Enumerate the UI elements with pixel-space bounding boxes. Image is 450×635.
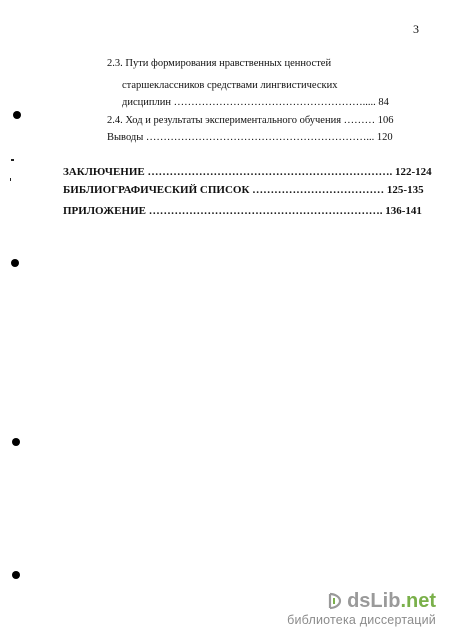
watermark-brand	[287, 591, 436, 611]
watermark-tagline: библиотека диссертаций	[287, 613, 436, 627]
toc-entry-appendix: ПРИЛОЖЕНИЕ ………………………………………………………. 136-141	[63, 205, 422, 217]
toc-entry-zaklyuchenie: ЗАКЛЮЧЕНИЕ …………………………………………………………. 122-124	[63, 166, 432, 178]
watermark-brand-right: .net	[400, 590, 436, 612]
toc-entry-bibliography: БИБЛИОГРАФИЧЕСКИЙ СПИСОК ……………………………… 125-135	[63, 184, 424, 196]
toc-entry-2-3-line1: 2.3. Пути формирования нравственных ценностей	[107, 58, 332, 69]
page-number: 3	[413, 22, 419, 36]
book-logo-icon	[327, 592, 343, 610]
punch-hole-mark	[12, 438, 20, 446]
punch-hole-mark	[13, 111, 21, 119]
punch-hole-mark	[12, 571, 20, 579]
scan-speck	[11, 159, 14, 161]
watermark-brand-left: dsLib	[347, 590, 401, 612]
punch-hole-mark	[11, 259, 19, 267]
scan-speck	[10, 178, 11, 181]
toc-entry-2-3-line2: старшеклассников средствами лингвистических	[122, 80, 338, 91]
toc-entry-2-4: 2.4. Ход и результаты экспериментального обучения ……… 106	[107, 115, 394, 126]
toc-entry-2-3-line3: дисциплин ………………………………………………..... 84	[122, 97, 389, 108]
toc-entry-conclusions: Выводы ………………………………………………………... 120	[107, 132, 393, 143]
watermark	[287, 591, 436, 627]
